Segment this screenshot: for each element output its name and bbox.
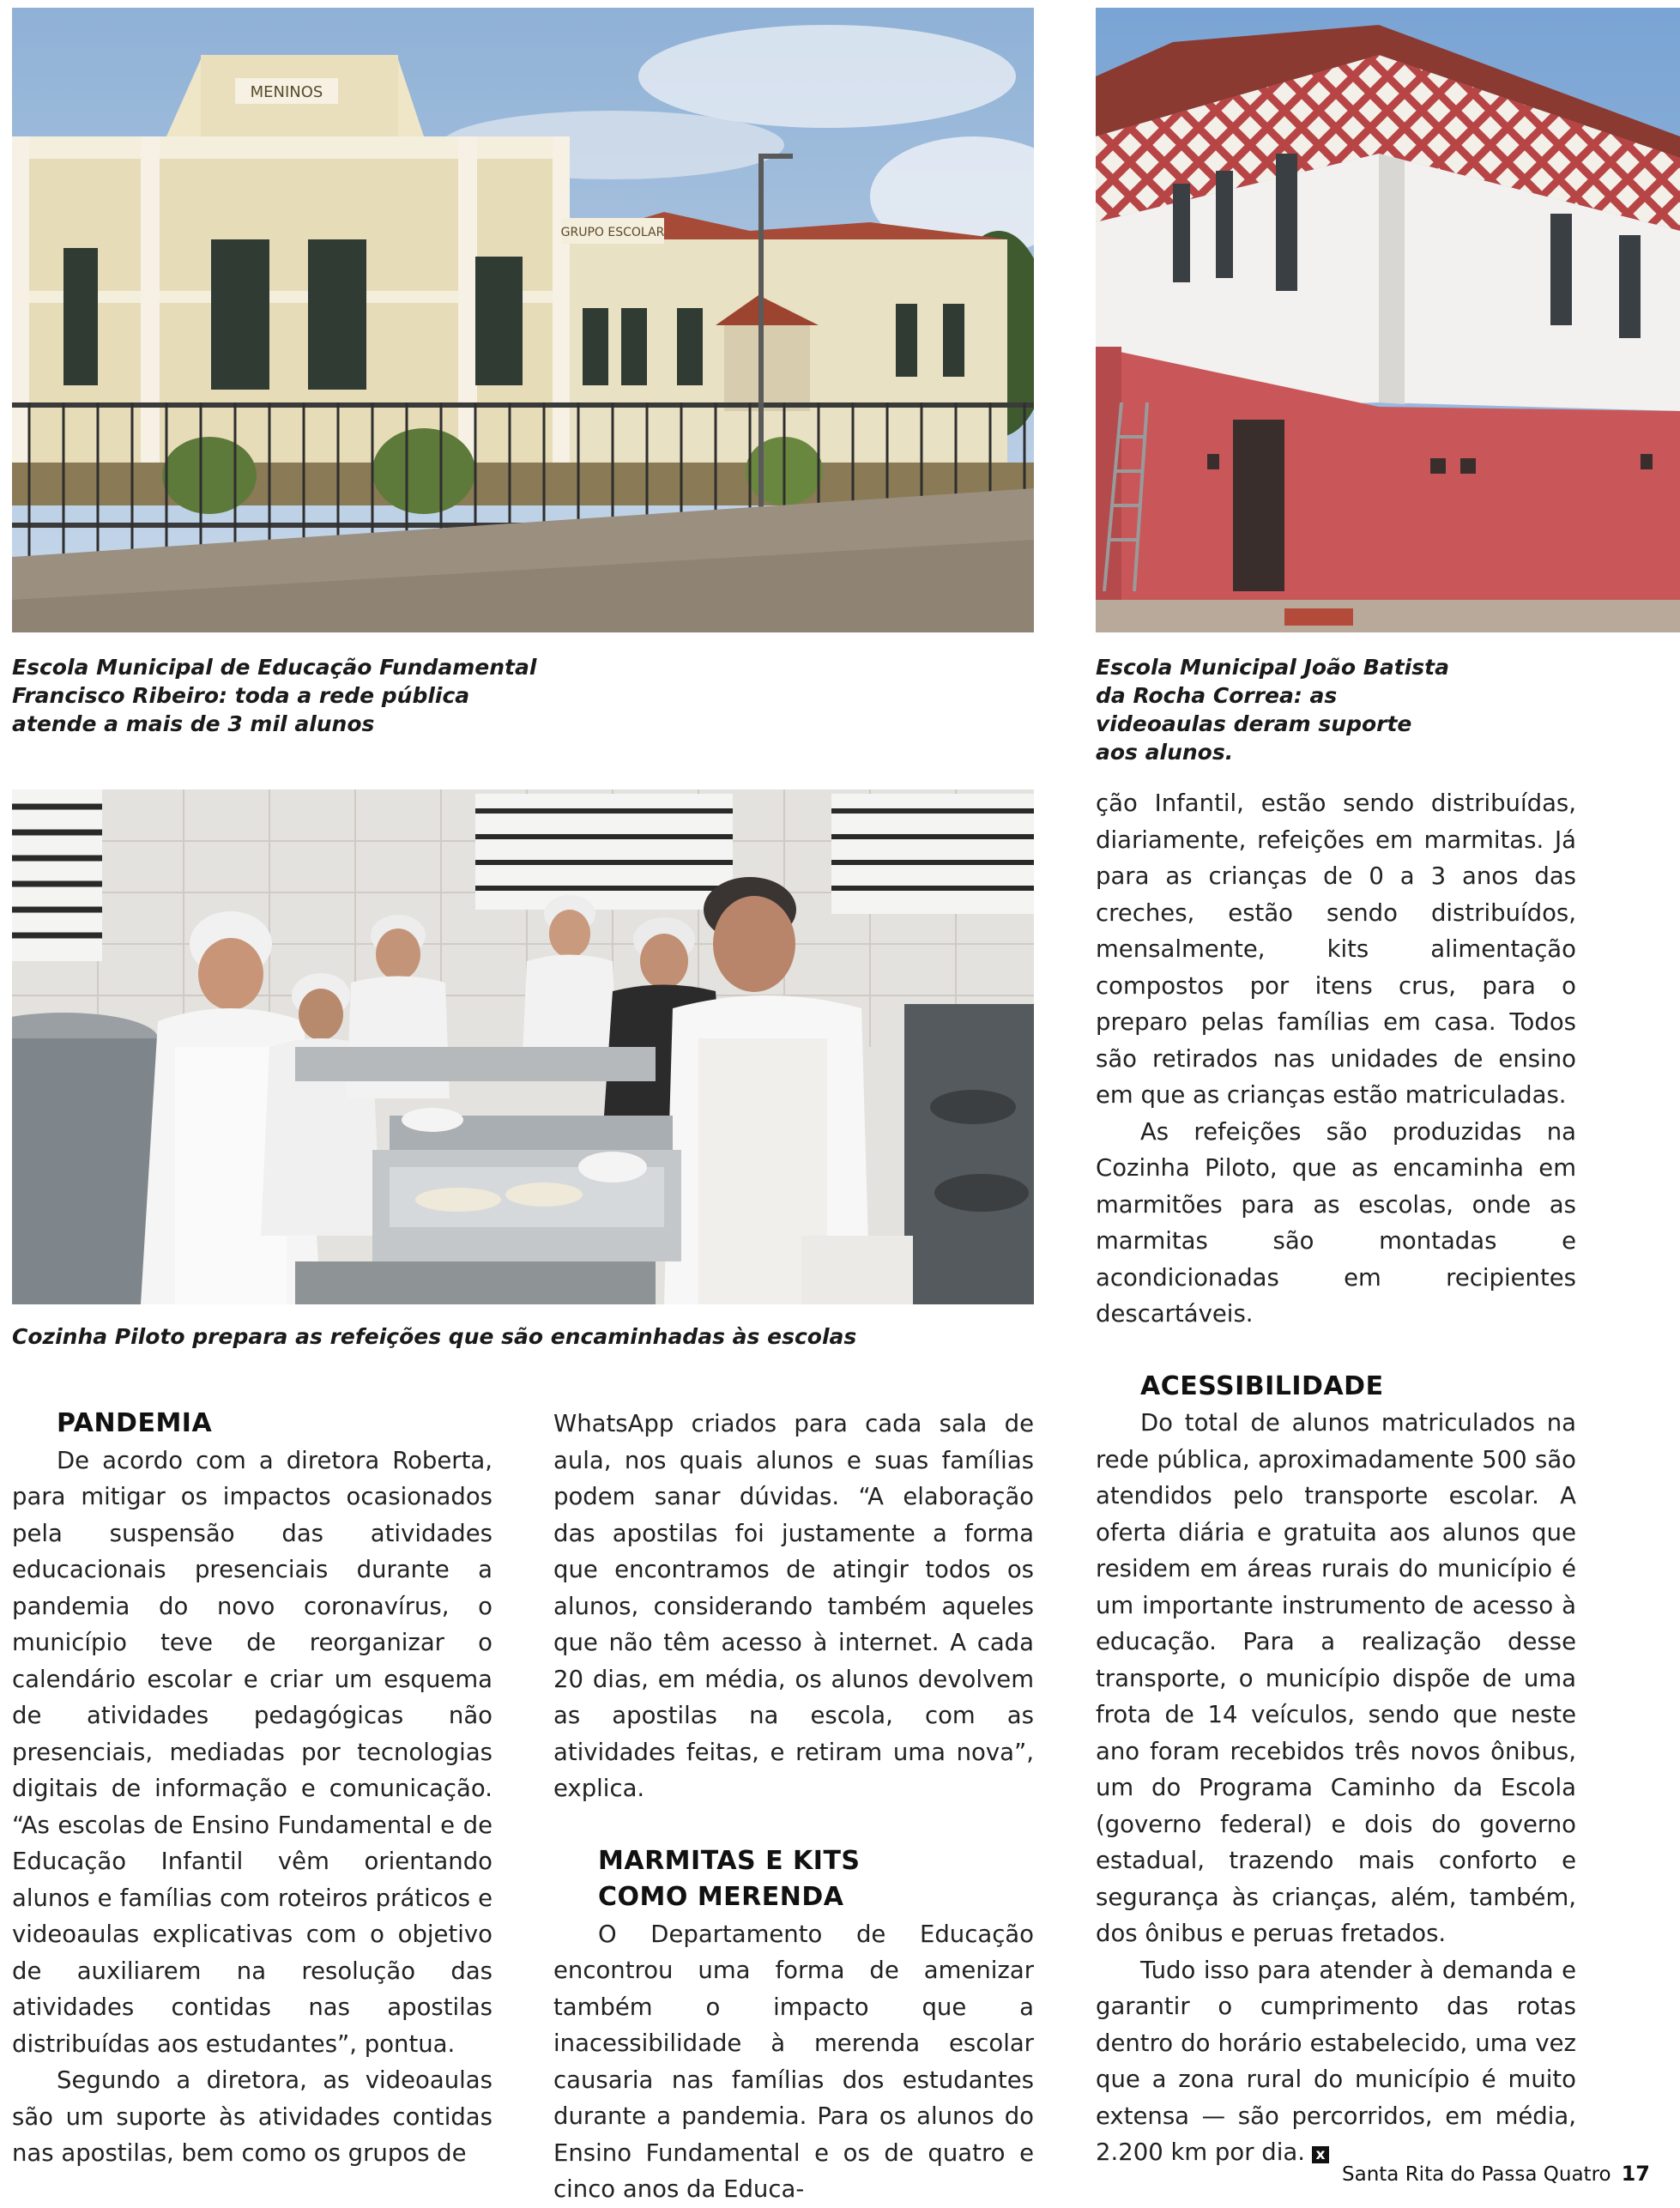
kitchen-staff-illustration xyxy=(12,789,1034,1304)
article-column-1 xyxy=(12,1406,493,2172)
photo-school-francisco-ribeiro xyxy=(12,8,1034,632)
section-heading-pandemia: PANDEMIA xyxy=(57,1408,213,1438)
photo-cozinha-piloto xyxy=(12,789,1034,1304)
caption-school-joao-batista: Escola Municipal João Batista da Rocha Correa: as videoaulas deram suporte aos alunos. xyxy=(1096,655,1449,765)
caption-cozinha-piloto: Cozinha Piloto prepara as refeições que são encaminhadas às escolas xyxy=(12,1324,857,1349)
paragraph-marmitas: O Departamento de Educação encontrou uma forma de amenizar também o impacto que a inacessibilidade à merenda escolar causaria nas famílias dos estudantes durante a pandemia. Para os alunos do Ensino Fundamental e os de quatro e cinco anos da Educa- xyxy=(553,1920,1034,2203)
paragraph-acessibilidade-2-text: Tudo isso para atender à demanda e garantir o cumprimento das rotas dentro do horário estabelecido, uma vez que a zona rural do município é muito extensa — são percorridos, em média, 2.200 km por dia. xyxy=(1096,1956,1576,2166)
end-of-article-icon: x xyxy=(1312,2146,1329,2163)
publication-name: Santa Rita do Passa Quatro xyxy=(1342,2163,1611,2186)
section-spacer xyxy=(553,1807,1034,1843)
page-footer xyxy=(1342,2161,1650,2187)
paragraph-acessibilidade-1: Do total de alunos matriculados na rede pública, aproximadamente 500 são atendidos pelo transporte escolar. A oferta diária e gratuita aos alunos que residem em áreas rurais do município é um importante instrumento de acesso à educação. Para a realização desse transporte, o município dispõe de uma frota de 14 veículos, sendo que neste ano foram recebidos três novos ônibus, um do Programa Caminho da Escola (governo federal) e dois do governo estadual, trazendo mais conforto e segurança às crianças, além, também, dos ônibus e peruas fretados. xyxy=(1096,1409,1576,1947)
paragraph-pandemia-2: Segundo a diretora, as videoaulas são um suporte às atividades contidas nas apostilas, bem como os grupos de xyxy=(12,2066,493,2167)
section-heading-acessibilidade: ACESSIBILIDADE xyxy=(1140,1370,1384,1401)
paragraph-educacao-infantil-continuation: ção Infantil, estão sendo distribuídas, diariamente, refeições em marmitas. Já para as crianças de 0 a 3 anos das creches, estão sendo distribuídos, mensalmente, kits alimentação compostos por itens crus, para o preparo pelas famílias em casa. Todos são retirados nas unidades de ensino em que as crianças estão matriculadas. xyxy=(1096,789,1576,1109)
article-column-3 xyxy=(1096,785,1576,2171)
paragraph-acessibilidade-2 xyxy=(1096,1952,1576,2171)
section-spacer xyxy=(1096,1333,1576,1369)
paragraph-cozinha-piloto: As refeições são produzidas na Cozinha Piloto, que as encaminha em marmitões para as escolas, onde as marmitas são montadas e acondicionadas em recipientes descartáveis. xyxy=(1096,1117,1576,1328)
building-lettering-grupo-escolar: GRUPO ESCOLAR xyxy=(560,226,665,239)
paragraph-pandemia-1: De acordo com a diretora Roberta, para mitigar os impactos ocasionados pela suspensão das atividades educacionais presenciais durante a pandemia do novo coronavírus, o município teve de reorganizar o calendário escolar e criar um esquema de atividades pedagógicas não presenciais, mediadas por tecnologias digitais de informação e comunicação. “As escolas de Ensino Fundamental e de Educação Infantil vêm orientando alunos e famílias com roteiros práticos e videoaulas explicativas com o objetivo de auxiliarem na resolução das atividades contidas nas apostilas distribuídas aos estudantes”, pontua. xyxy=(12,1446,493,2058)
article-column-2 xyxy=(553,1406,1034,2208)
school-building-illustration xyxy=(12,8,1034,632)
section-heading-marmitas-line1: MARMITAS E KITS xyxy=(598,1845,861,1876)
paragraph-whatsapp-continuation: WhatsApp criados para cada sala de aula, nos quais alunos e suas famílias podem sanar dúvidas. “A elaboração das apostilas foi justamente a forma que encontramos de atingir todos os alunos, considerando também aqueles que não têm acesso à internet. A cada 20 dias, em média, os alunos devolvem as apostilas na escola, com as atividades feitas, e retiram uma nova”, explica. xyxy=(553,1410,1034,1802)
section-heading-marmitas-line2: COMO MERENDA xyxy=(598,1882,844,1912)
photo-school-joao-batista xyxy=(1096,8,1680,632)
building-lettering-menino: MENINOS xyxy=(250,83,323,101)
page-number: 17 xyxy=(1621,2162,1650,2186)
caption-school-francisco-ribeiro: Escola Municipal de Educação Fundamental Francisco Ribeiro: toda a rede pública atende a mais de 3 mil alunos xyxy=(12,655,537,736)
painted-school-wall-illustration xyxy=(1096,8,1680,632)
